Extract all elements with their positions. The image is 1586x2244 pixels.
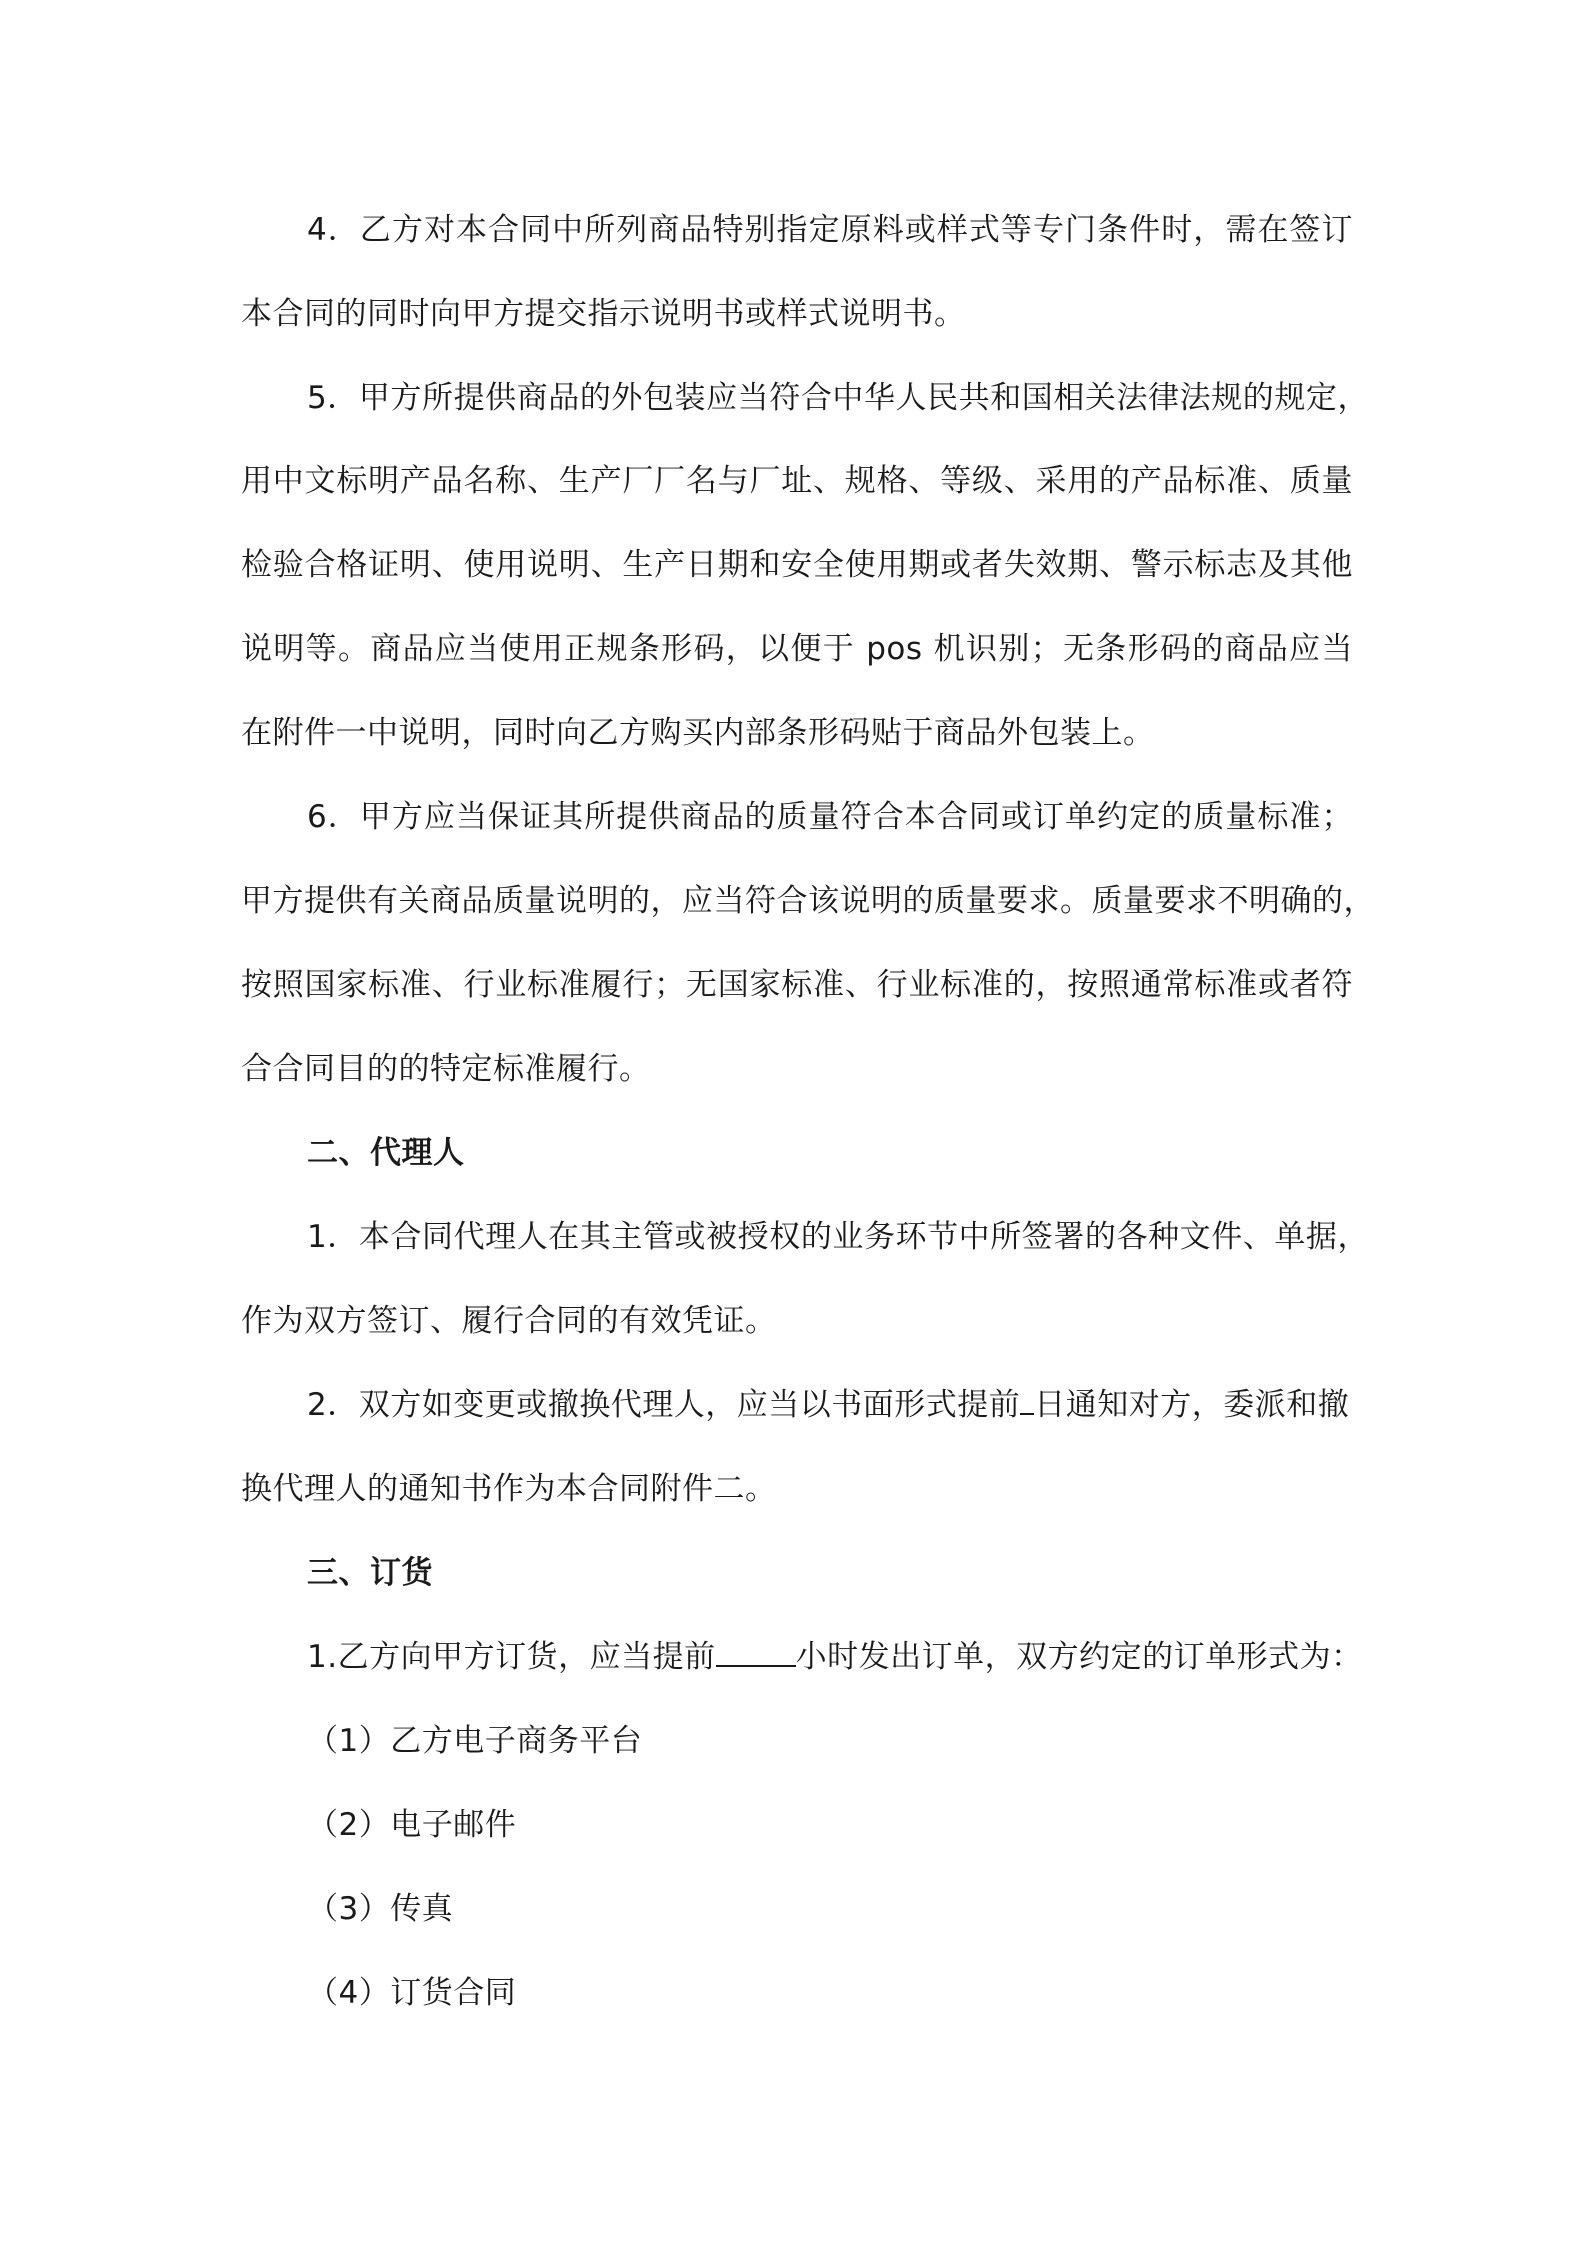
item-5-line-4: 说明等。商品应当使用正规条形码，以便于 pos 机识别；无条形码的商品应当 [241, 631, 1353, 667]
order-option-1: （1）乙方电子商务平台 [307, 1723, 643, 1759]
days-blank-field[interactable] [1020, 1383, 1034, 1415]
section-2-item-2-text-a: 2．双方如变更或撤换代理人，应当以书面形式提前 [307, 1387, 1021, 1423]
item-6-line-2: 甲方提供有关商品质量说明的，应当符合该说明的质量要求。质量要求不明确的， [241, 883, 1375, 919]
section-2-heading: 二、代理人 [307, 1135, 465, 1171]
order-option-3: （3）传真 [307, 1891, 454, 1927]
section-3-item-1 [307, 1635, 1363, 1679]
section-2-item-1-line-2: 作为双方签订、履行合同的有效凭证。 [241, 1303, 777, 1339]
section-3-item-1-text-a: 1.乙方向甲方订货，应当提前 [307, 1639, 716, 1675]
order-option-4: （4）订货合同 [307, 1975, 517, 2011]
hours-blank-field[interactable] [716, 1635, 796, 1667]
section-3-item-1-text-b: 小时发出订单，双方约定的订单形式为： [795, 1639, 1363, 1675]
item-6-line-4: 合合同目的的特定标准履行。 [241, 1051, 651, 1087]
item-6-line-3: 按照国家标准、行业标准履行；无国家标准、行业标准的，按照通常标准或者符 [241, 967, 1353, 1003]
order-option-2: （2）电子邮件 [307, 1807, 517, 1843]
item-5-line-1: 5．甲方所提供商品的外包装应当符合中华人民共和国相关法律法规的规定， [307, 380, 1369, 416]
section-2-item-1-line-1: 1．本合同代理人在其主管或被授权的业务环节中所签署的各种文件、单据， [307, 1219, 1369, 1255]
section-2-item-2-text-b: 日通知对方，委派和撤 [1034, 1387, 1350, 1423]
item-4-line-1: 4．乙方对本合同中所列商品特别指定原料或样式等专门条件时，需在签订 [307, 212, 1353, 248]
item-5-line-3: 检验合格证明、使用说明、生产日期和安全使用期或者失效期、警示标志及其他 [241, 547, 1353, 583]
section-2-item-2-line-2: 换代理人的通知书作为本合同附件二。 [241, 1471, 777, 1507]
section-2-item-2-line-1 [307, 1383, 1353, 1427]
item-5-line-2: 用中文标明产品名称、生产厂厂名与厂址、规格、等级、采用的产品标准、质量 [241, 463, 1353, 499]
section-3-heading: 三、订货 [307, 1555, 433, 1591]
item-4-line-2: 本合同的同时向甲方提交指示说明书或样式说明书。 [241, 296, 966, 332]
item-5-line-5: 在附件一中说明，同时向乙方购买内部条形码贴于商品外包装上。 [241, 715, 1155, 751]
item-6-line-1: 6．甲方应当保证其所提供商品的质量符合本合同或订单约定的质量标准； [307, 799, 1353, 835]
